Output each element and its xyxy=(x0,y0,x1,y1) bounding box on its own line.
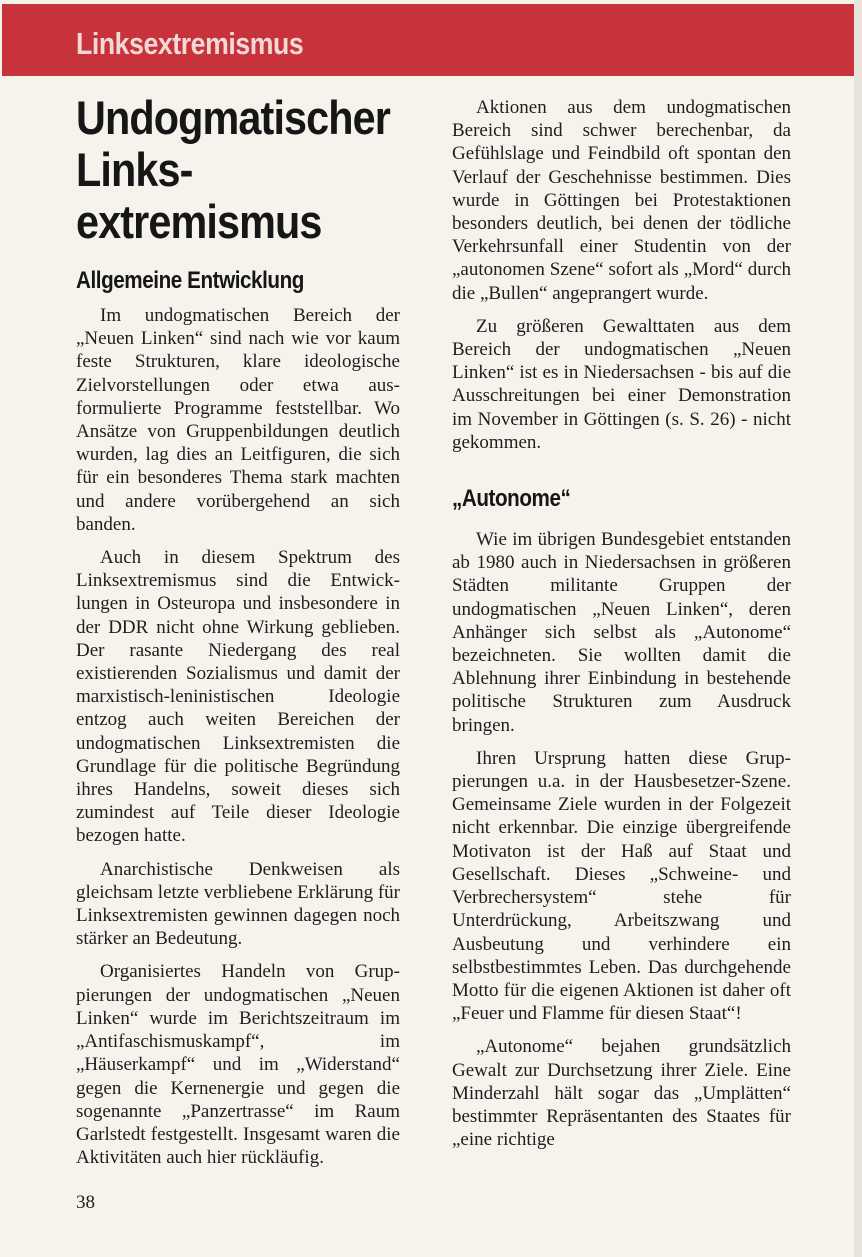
left-column xyxy=(76,92,400,1179)
body-paragraph: Auch in diesem Spektrum des Linksextremismus sind die Entwicklungen in Osteuropa und insbesondere in der DDR nicht ohne Wirkung geblieben. Der rasante Niedergang des real existierenden Sozialismus und damit der marxistisch-leninistischen Ideologie entzog auch weiten Bereichen der undogmatischen Linksextremisten die Grundlage für die politische Begründung ihres Handelns, soweit dieses sich zumindest auf Teile dieser Ideologie bezogen hatte. xyxy=(76,547,400,847)
chapter-heading-line-1: Undogmatischer xyxy=(76,91,391,144)
right-column xyxy=(452,96,791,1161)
subheading-general-development: Allgemeine Entwicklung xyxy=(76,267,304,294)
page-number: 38 xyxy=(76,1192,95,1213)
body-paragraph: Aktionen aus dem undogmatischen Bereich sind schwer berechenbar, da Gefühlslage und Feindbild oft spontan den Verlauf der Geschehnisse bestimmen. Dies wurde in Göttingen bei Protestaktionen besonders deutlich, bei denen der tödliche Verkehrsunfall einer Studentin von der „autonomen Szene“ sofort als „Mord“ durch die „Bullen“ angeprangert wurde. xyxy=(452,97,791,304)
body-paragraph: Ihren Ursprung hatten diese Gruppierungen u.a. in der Hausbesetzer-Szene. Gemeinsame Ziele wurden in der Folgezeit nicht erkennbar. Die einzige übergreifende Motivaton ist der Haß auf Staat und Gesellschaft. Dieses „Schweine- und Verbrechersystem“ stehe für Unterdrückung, Arbeitszwang und Ausbeutung und verhindere ein selbstbestimmtes Leben. Das durchgehende Motto für die eigenen Aktionen ist daher oft „Feuer und Flamme für diesen Staat“! xyxy=(452,747,791,1025)
body-paragraph: Im undogmatischen Bereich der „Neuen Linken“ sind nach wie vor kaum feste Strukturen, klare ideologische Zielvorstellungen oder etwa ausformulierte Programme feststellbar. Wo Ansätze von Gruppenbildungen deutlich wurden, lag dies an Leitfiguren, die sich für ein besonderes Thema stark machten und andere vorübergehend an sich banden. xyxy=(76,305,400,535)
body-paragraph: Anarchistische Denkweisen als gleichsam letzte verbliebene Erklärung für Linksextremisten gewinnen dagegen noch stärker an Bedeutung. xyxy=(76,858,400,950)
chapter-heading-line-3: extremismus xyxy=(76,195,322,248)
section-header-band xyxy=(2,4,854,76)
subheading-autonome: „Autonome“ xyxy=(452,485,571,513)
body-paragraph: Wie im übrigen Bundesgebiet entstanden ab 1980 auch in Niedersachsen in größeren Städten militante Gruppen der undogmatischen „Neuen Linken“, deren Anhänger sich selbst als „Autonome“ bezeichneten. Sie wollten damit die Ablehnung ihrer Einbindung in bestehende politische Strukturen zum Ausdruck bringen. xyxy=(452,529,791,736)
section-title: Linksextremismus xyxy=(76,26,304,61)
chapter-heading xyxy=(76,92,402,248)
body-paragraph: Organisiertes Handeln von Gruppierungen der undogmatischen „Neuen Linken“ wurde im Berichtszeitraum im „Antifaschismuskampf“, im „Häuserkampf“ und im „Widerstand“ gegen die Kernenergie und gegen die sogenannte „Panzertrasse“ im Raum Garlstedt festgestellt. Insgesamt waren die Aktivitäten auch hier rückläufig. xyxy=(76,961,400,1169)
chapter-heading-line-2: Links- xyxy=(76,143,193,196)
body-paragraph: „Autonome“ bejahen grundsätzlich Gewalt zur Durchsetzung ihrer Ziele. Eine Minderzahl hält sogar das „Umplätten“ bestimmter Repräsentanten des Staates für „eine richtige xyxy=(452,1036,791,1151)
page-edge xyxy=(854,0,862,1257)
body-paragraph: Zu größeren Gewalttaten aus dem Bereich der undogmatischen „Neuen Linken“ ist es in Niedersachsen - bis auf die Ausschreitungen bei einer Demonstration im November in Göttingen (s. S. 26) - nicht gekommen. xyxy=(452,315,791,453)
